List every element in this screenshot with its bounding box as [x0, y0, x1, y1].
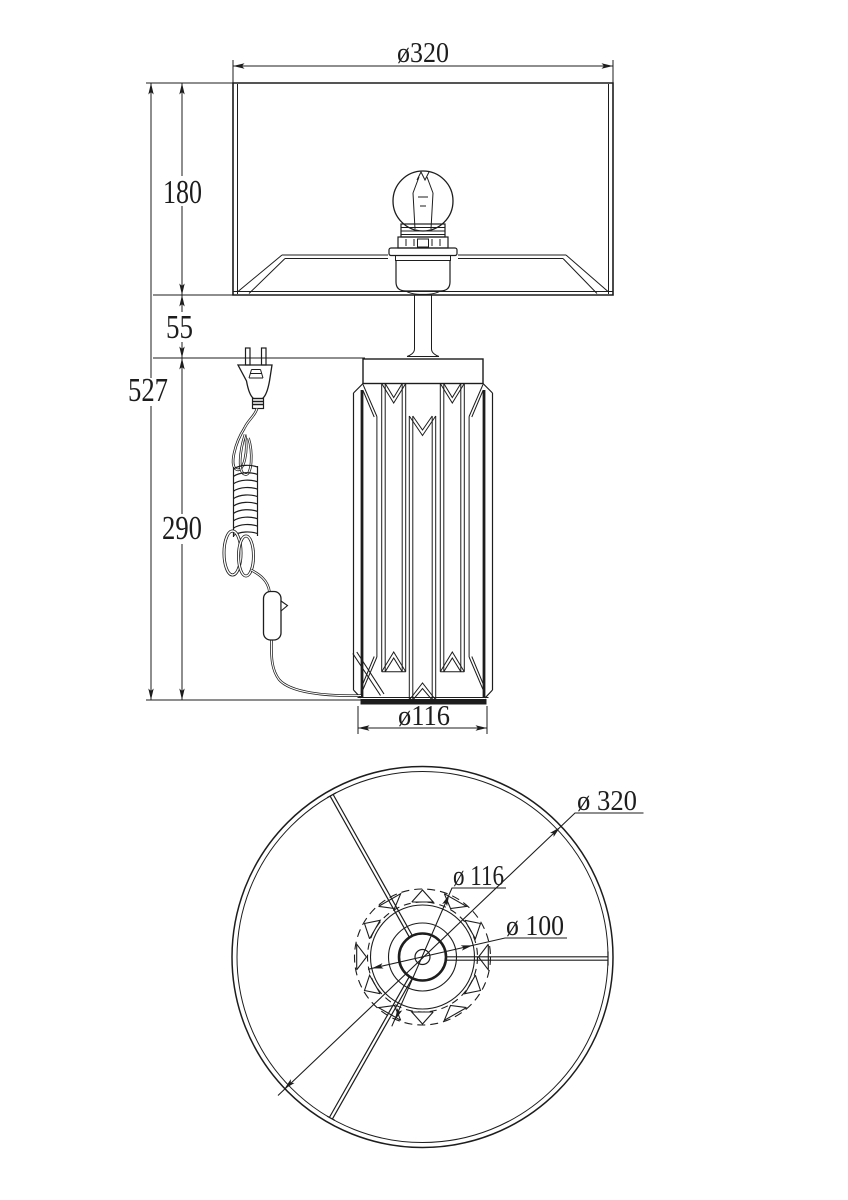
dimension-arrows [148, 63, 613, 730]
plan-body-diameter-label: ø 116 [453, 861, 504, 892]
cord-line [224, 409, 361, 696]
front-view [128, 38, 613, 734]
lamp-socket [389, 224, 457, 357]
dim-base-diameter-label: ø116 [398, 701, 450, 732]
plan-view [232, 767, 644, 1148]
dim-neck-height-label: 55 [166, 309, 193, 346]
power-cord [224, 348, 361, 696]
dim-shade-height-label: 180 [163, 174, 202, 211]
cord-switch [264, 592, 288, 641]
plan-inner-diameter-label: ø 100 [506, 911, 564, 942]
lamp-shade [233, 83, 613, 295]
shade-support-spokes [327, 793, 608, 1121]
plan-shade-diameter-label: ø 320 [577, 786, 637, 817]
dim-body-height-label: 290 [162, 510, 202, 547]
plan-leader-lines [278, 813, 644, 1096]
cord-coil [234, 465, 258, 535]
light-bulb [393, 171, 453, 231]
dim-total-height-label: 527 [128, 372, 168, 409]
lamp-body [353, 359, 493, 705]
extension-lines [146, 60, 613, 734]
power-plug [238, 348, 272, 409]
dim-shade-diameter-label: ø320 [397, 38, 449, 69]
